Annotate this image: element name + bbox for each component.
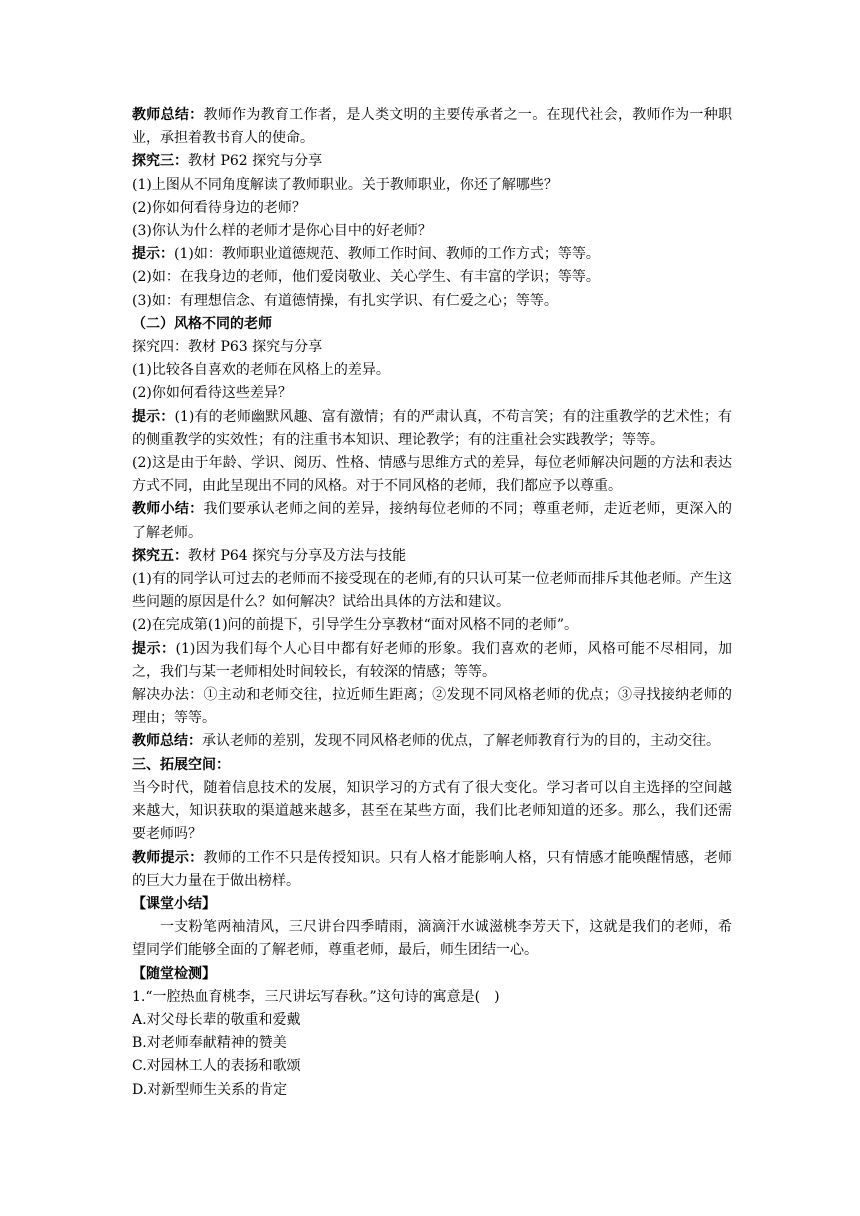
teacher-brief-paragraph	[132, 498, 732, 544]
paragraph-text: (1)因为我们每个人心目中都有好老师的形象。我们喜欢的老师，风格可能不尽相同，加之，我们与某一老师相处时间较长，有较深的情感；等等。	[132, 640, 732, 680]
paragraph-label: 探究三：	[132, 153, 188, 170]
question-line: (3)你认为什么样的老师才是你心目中的好老师？	[132, 223, 432, 240]
paragraph-label: 探究五：	[132, 547, 188, 564]
paragraph-label: 教师总结：	[132, 107, 204, 123]
question-line: (1)上图从不同角度解读了教师职业。关于教师职业，你还了解哪些？	[132, 176, 558, 193]
paragraph-text: (1)有的老师幽默风趣、富有激情；有的严肃认真，不苟言笑；有的注重教学的艺术性；有的侧重教学的实效性；有的注重书本知识、理论教学；有的注重社会实践教学；等等。	[132, 408, 732, 448]
hint-paragraph	[132, 638, 732, 684]
inquiry-five-title	[132, 545, 732, 568]
paragraph-text: 教材 P64 探究与分享及方法与技能	[188, 547, 407, 564]
paragraph-label: 提示：	[132, 246, 174, 263]
quiz-question: 1.“一腔热血育桃李，三尺讲坛写春秋。”这句诗的寓意是( )	[132, 988, 500, 1005]
inquiry-four-title: 探究四：教材 P63 探究与分享	[132, 339, 323, 356]
paragraph-text: 教材 P62 探究与分享	[188, 153, 323, 170]
question-line: (2)你如何看待这些差异？	[132, 385, 292, 402]
quiz-option: B.对老师奉献精神的赞美	[132, 1035, 287, 1052]
hint-paragraph	[132, 243, 732, 266]
solution-paragraph: 解决办法：①主动和老师交往，拉近师生距离；②发现不同风格老师的优点；③寻找接纳老师的理由；等等。	[132, 687, 732, 727]
answer-line: (2)这是由于年龄、学识、阅历、性格、情感与思维方式的差异，每位老师解决问题的方法和表达方式不同，由此呈现出不同的风格。对于不同风格的老师，我们都应予以尊重。	[132, 455, 732, 495]
section-heading: （二）风格不同的老师	[132, 315, 272, 332]
quiz-option: D.对新型师生关系的肯定	[132, 1081, 288, 1098]
paragraph-text: 我们要承认老师之间的差异，接纳每位老师的不同；尊重老师，走近老师，更深入的了解老师。	[132, 501, 733, 541]
quiz-option: A.对父母长辈的敬重和爱戴	[132, 1011, 301, 1028]
paragraph-label: 教师总结：	[132, 733, 202, 750]
paragraph-text: 承认老师的差别，发现不同风格老师的优点，了解老师教育行为的目的，主动交往。	[202, 733, 720, 750]
paragraph-label: 教师提示：	[132, 849, 204, 866]
question-line: (1)有的同学认可过去的老师而不接受现在的老师,有的只认可某一位老师而排斥其他老师。产生这些问题的原因是什么？如何解决？试给出具体的方法和建议。	[132, 571, 732, 611]
answer-line: (2)如：在我身边的老师，他们爱岗敬业、关心学生、有丰富的学识；等等。	[132, 269, 600, 286]
section-heading: 【课堂小结】	[132, 895, 216, 912]
inquiry-three-title	[132, 150, 732, 173]
extension-paragraph: 当今时代，随着信息技术的发展，知识学习的方式有了很大变化。学习者可以自主选择的空间越来越大，知识获取的渠道越来越多，甚至在某些方面，我们比老师知道的还多。那么，我们还需要老师吗？	[132, 779, 732, 843]
paragraph-text: 教师作为教育工作者，是人类文明的主要传承者之一。在现代社会，教师作为一种职业，承担着教书育人的使命。	[132, 107, 733, 147]
teacher-summary-paragraph	[132, 104, 732, 150]
paragraph-label: 提示：	[132, 408, 175, 425]
paragraph-text: 教师的工作不只是传授知识。只有人格才能影响人格，只有情感才能唤醒情感，老师的巨大力量在于做出榜样。	[132, 849, 733, 889]
paragraph-text: (1)如：教师职业道德规范、教师工作时间、教师的工作方式；等等。	[174, 246, 600, 263]
document-body	[132, 104, 732, 1102]
question-line: (2)在完成第(1)问的前提下，引导学生分享教材“面对风格不同的老师”。	[132, 617, 578, 634]
teacher-summary-paragraph	[132, 730, 732, 753]
hint-paragraph	[132, 406, 732, 452]
answer-line: (3)如：有理想信念、有道德情操，有扎实学识、有仁爱之心；等等。	[132, 292, 558, 309]
teacher-hint-paragraph	[132, 847, 732, 893]
question-line: (1)比较各自喜欢的老师在风格上的差异。	[132, 362, 390, 379]
quiz-option: C.对园林工人的表扬和歌颂	[132, 1058, 301, 1075]
question-line: (2)你如何看待身边的老师？	[132, 199, 306, 216]
paragraph-label: 提示：	[132, 640, 176, 657]
section-heading: 三、拓展空间：	[132, 756, 230, 773]
section-heading: 【随堂检测】	[132, 965, 216, 982]
summary-paragraph: 一支粉笔两袖清风，三尺讲台四季晴雨，滴滴汗水诚滋桃李芳天下，这就是我们的老师，希望同学们能够全面的了解老师，尊重老师，最后，师生团结一心。	[132, 919, 732, 959]
paragraph-label: 教师小结：	[132, 501, 204, 518]
